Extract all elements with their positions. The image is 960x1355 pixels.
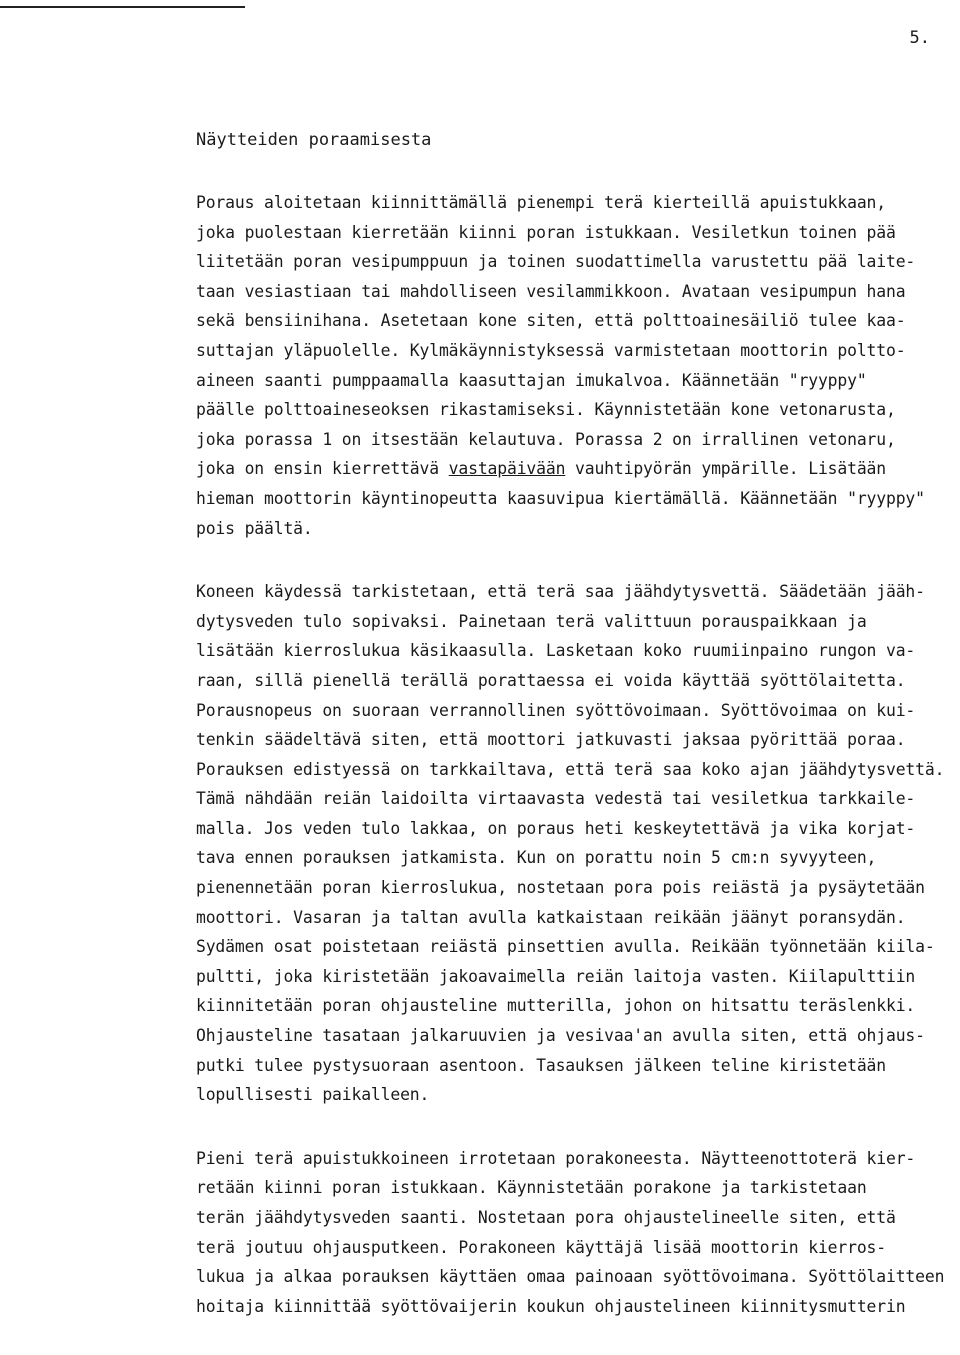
text-line: Pieni terä apuistukkoineen irrotetaan porakoneesta. Näytteenottoterä kier- (196, 1148, 916, 1168)
paragraph (196, 188, 960, 543)
text-line: putki tulee pystysuoraan asentoon. Tasauksen jälkeen teline kiristetään (196, 1055, 886, 1075)
text-line: Ohjausteline tasataan jalkaruuvien ja vesivaa'an avulla siten, että ohjaus- (196, 1026, 925, 1046)
text-line: Porausnopeus on suoraan verrannollinen syöttövoimaan. Syöttövoimaa on kui- (196, 700, 916, 720)
text-line: Sydämen osat poistetaan reiästä pinsettien avulla. Reikään työnnetään kiila- (196, 937, 935, 957)
text-line: raan, sillä pienellä terällä porattaessa ei voida käyttää syöttölaitetta. (196, 670, 906, 690)
paragraph (196, 1144, 960, 1322)
text-line: retään kiinni poran istukkaan. Käynnistetään porakone ja tarkistetaan (196, 1178, 867, 1198)
underlined-word: vastapäivään (448, 459, 566, 479)
text-line: aineen saanti pumppaamalla kaasuttajan imukalvoa. Käännetään "ryyppy" (196, 370, 867, 390)
text-line: pienennetään poran kierroslukua, nostetaan pora pois reiästä ja pysäytetään (196, 878, 925, 898)
text-line: joka puolestaan kierretään kiinni poran istukkaan. Vesiletkun toinen pää (196, 222, 896, 242)
text-line: malla. Jos veden tulo lakkaa, on poraus heti keskeytettävä ja vika korjat- (196, 818, 916, 838)
paragraph (196, 577, 960, 1110)
text-line: sekä bensiinihana. Asetetaan kone siten, että polttoainesäiliö tulee kaa- (196, 311, 906, 331)
text-line: lukua ja alkaa porauksen käyttäen omaa painoaan syöttövoimana. Syöttölaitteen (196, 1267, 945, 1287)
text-line: joka porassa 1 on itsestään kelautuva. Porassa 2 on irrallinen vetonaru, (196, 429, 896, 449)
text-line: moottori. Vasaran ja taltan avulla katkaistaan reikään jäänyt poransydän. (196, 907, 906, 927)
text-line: tava ennen porauksen jatkamista. Kun on porattu noin 5 cm:n syvyyteen, (196, 848, 877, 868)
text-line: Porauksen edistyessä on tarkkailtava, että terä saa koko ajan jäähdytysvettä. (196, 759, 945, 779)
text-line: lopullisesti paikalleen. (196, 1085, 430, 1105)
paragraphs (196, 188, 960, 1321)
top-rule (0, 6, 245, 8)
document-body (196, 126, 960, 1355)
text-line (196, 454, 960, 484)
text-line: pultti, joka kiristetään jakoavaimella reiän laitoja vasten. Kiilapulttiin (196, 966, 916, 986)
text-line: tenkin säädeltävä siten, että moottori jatkuvasti jaksaa pyörittää poraa. (196, 730, 906, 750)
text-line: hieman moottorin käyntinopeutta kaasuvipua kiertämällä. Käännetään "ryyppy" (196, 488, 925, 508)
text-line: taan vesiastiaan tai mahdolliseen vesilammikkoon. Avataan vesipumpun hana (196, 281, 906, 301)
text-segment: vauhtipyörän ympärille. Lisätään (565, 459, 886, 479)
text-line: liitetään poran vesipumppuun ja toinen suodattimella varustettu pää laite- (196, 252, 916, 272)
text-line: terä joutuu ohjausputkeen. Porakoneen käyttäjä lisää moottorin kierros- (196, 1237, 886, 1257)
text-line: kiinnitetään poran ohjausteline mutterilla, johon on hitsattu teräslenkki. (196, 996, 916, 1016)
text-line: lisätään kierroslukua käsikaasulla. Lasketaan koko ruumiinpaino rungon va- (196, 641, 916, 661)
text-line: hoitaja kiinnittää syöttövaijerin koukun ohjaustelineen kiinnitysmutterin (196, 1296, 906, 1316)
page-number: 5. (909, 28, 930, 48)
text-line: dytysveden tulo sopivaksi. Painetaan terä valittuun porauspaikkaan ja (196, 611, 867, 631)
text-line: pois päältä. (196, 518, 313, 538)
text-line: terän jäähdytysveden saanti. Nostetaan pora ohjaustelineelle siten, että (196, 1208, 896, 1227)
text-line: päälle polttoaineseoksen rikastamiseksi. Käynnistetään kone vetonarusta, (196, 400, 896, 420)
text-line: Koneen käydessä tarkistetaan, että terä saa jäähdytysvettä. Säädetään jääh- (196, 582, 925, 602)
section-heading: Näytteiden poraamisesta (196, 130, 432, 150)
text-line: Poraus aloitetaan kiinnittämällä pienempi terä kierteillä apuistukkaan, (196, 193, 886, 212)
text-line: Tämä nähdään reiän laidoilta virtaavasta vedestä tai vesiletkua tarkkaile- (196, 789, 916, 809)
text-line: suttajan yläpuolelle. Kylmäkäynnistyksessä varmistetaan moottorin poltto- (196, 340, 906, 360)
text-segment: joka on ensin kierrettävä (196, 459, 449, 479)
